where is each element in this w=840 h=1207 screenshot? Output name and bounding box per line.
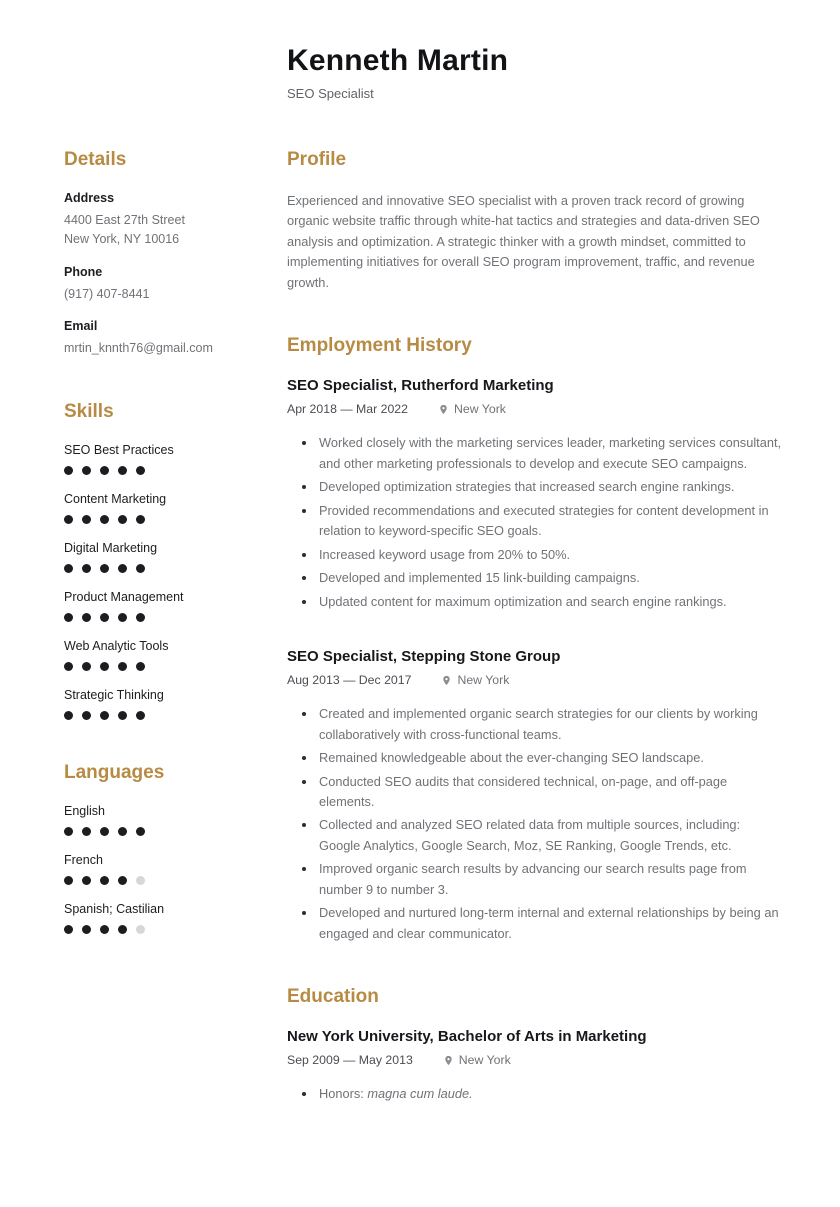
languages-heading: Languages bbox=[64, 761, 165, 783]
education-section bbox=[287, 986, 783, 1104]
level-dot bbox=[136, 613, 145, 622]
level-dot bbox=[64, 515, 73, 524]
level-dot bbox=[118, 466, 127, 475]
job-bullet: • Created and implemented organic search strategies for our clients by working collaboratively with cross-functional teams. bbox=[317, 704, 783, 745]
level-dot bbox=[64, 925, 73, 934]
job-location-label: New York bbox=[454, 402, 506, 417]
job-entry bbox=[287, 377, 783, 612]
job-bullet: • Conducted SEO audits that considered technical, on-page, and off-page elements. bbox=[317, 772, 783, 813]
job-bullet: • Worked closely with the marketing services leader, marketing services consultant, and other marketing professionals to develop and execute SEO campaigns. bbox=[317, 433, 783, 474]
level-dot bbox=[82, 876, 91, 885]
level-dot bbox=[100, 564, 109, 573]
level-dot bbox=[136, 662, 145, 671]
job-bullet: • Remained knowledgeable about the ever-changing SEO landscape. bbox=[317, 748, 783, 768]
level-dot bbox=[82, 613, 91, 622]
skill-item bbox=[64, 443, 251, 475]
job-bullets bbox=[287, 704, 783, 944]
job-bullet: • Collected and analyzed SEO related data from multiple sources, including: Google Analytics, Google Search, Moz, SE Ranking, Google Trends, etc. bbox=[317, 815, 783, 856]
level-dot bbox=[136, 466, 145, 475]
details-heading: Details bbox=[64, 149, 127, 170]
level-dot bbox=[118, 515, 127, 524]
level-dot bbox=[100, 662, 109, 671]
resume-name: Kenneth Martin bbox=[287, 44, 509, 77]
level-dot bbox=[64, 662, 73, 671]
job-location-label: New York bbox=[457, 673, 510, 688]
level-dot bbox=[100, 466, 109, 475]
level-dot bbox=[82, 662, 91, 671]
education-bullets bbox=[287, 1084, 783, 1104]
main-column bbox=[287, 149, 783, 1147]
location-pin-icon bbox=[438, 404, 449, 415]
languages-section bbox=[64, 762, 251, 934]
level-dot bbox=[100, 515, 109, 524]
sidebar bbox=[64, 149, 251, 1147]
profile-heading: Profile bbox=[287, 149, 347, 170]
address-line: New York, NY 10016 bbox=[64, 232, 180, 247]
email-group bbox=[64, 319, 251, 358]
level-dot bbox=[100, 613, 109, 622]
phone-group bbox=[64, 265, 251, 304]
level-dot bbox=[82, 827, 91, 836]
education-location-label: New York bbox=[458, 1053, 511, 1068]
language-level-dots bbox=[64, 876, 251, 885]
resume-header bbox=[287, 44, 783, 101]
language-item bbox=[64, 804, 251, 836]
level-dot bbox=[100, 711, 109, 720]
education-meta bbox=[287, 1053, 783, 1067]
skill-label: Product Management bbox=[64, 589, 184, 604]
level-dot bbox=[118, 827, 127, 836]
phone-label: Phone bbox=[64, 264, 103, 279]
skills-section bbox=[64, 401, 251, 720]
level-dot bbox=[136, 515, 145, 524]
jobs-list bbox=[287, 377, 783, 944]
job-dates: Apr 2018 — Mar 2022 bbox=[287, 402, 408, 417]
address-group bbox=[64, 191, 251, 250]
job-bullet: • Developed and implemented 15 link-building campaigns. bbox=[317, 568, 783, 588]
job-bullet: • Developed optimization strategies that increased search engine rankings. bbox=[317, 477, 783, 497]
job-bullet: • Increased keyword usage from 20% to 50%. bbox=[317, 545, 783, 565]
location-pin-icon bbox=[443, 1055, 454, 1066]
level-dot bbox=[118, 876, 127, 885]
level-dot bbox=[118, 662, 127, 671]
languages-list bbox=[64, 804, 251, 934]
language-item bbox=[64, 853, 251, 885]
employment-heading: Employment History bbox=[287, 335, 472, 357]
level-dot bbox=[64, 876, 73, 885]
skill-label: Strategic Thinking bbox=[64, 687, 164, 702]
skill-level-dots bbox=[64, 466, 251, 475]
skill-level-dots bbox=[64, 515, 251, 524]
level-dot bbox=[136, 711, 145, 720]
skill-item bbox=[64, 590, 251, 622]
education-heading: Education bbox=[287, 986, 379, 1008]
skill-label: Digital Marketing bbox=[64, 540, 158, 555]
skill-level-dots bbox=[64, 662, 251, 671]
level-dot bbox=[100, 925, 109, 934]
skill-label: Web Analytic Tools bbox=[64, 638, 169, 653]
level-dot bbox=[100, 876, 109, 885]
level-dot bbox=[136, 925, 145, 934]
profile-text: Experienced and innovative SEO specialist with a proven track record of growing organic website traffic through white-hat tactics and strategies and data-driven SEO analysis and optimization. A strategic thinker with a growth mindset, committed to implementing initiatives for overall SEO program improvement, traffic, and revenue growth. bbox=[287, 193, 760, 290]
level-dot bbox=[82, 466, 91, 475]
language-label: Spanish; Castilian bbox=[64, 901, 165, 916]
education-bullet-text: Honors: bbox=[319, 1086, 368, 1102]
education-bullet-italic: magna cum laude. bbox=[367, 1086, 473, 1102]
level-dot bbox=[118, 564, 127, 573]
education-entry bbox=[287, 1028, 783, 1104]
skill-item bbox=[64, 688, 251, 720]
language-label: English bbox=[64, 803, 105, 818]
phone-value: (917) 407-8441 bbox=[64, 286, 150, 301]
email-label: Email bbox=[64, 319, 98, 334]
skills-heading: Skills bbox=[64, 400, 114, 422]
skill-level-dots bbox=[64, 711, 251, 720]
education-location bbox=[443, 1053, 511, 1067]
address-line: 4400 East 27th Street bbox=[64, 213, 185, 227]
level-dot bbox=[118, 711, 127, 720]
profile-section bbox=[287, 149, 783, 293]
level-dot bbox=[136, 827, 145, 836]
job-bullet: • Updated content for maximum optimization and search engine rankings. bbox=[317, 592, 783, 612]
skill-item bbox=[64, 541, 251, 573]
education-list bbox=[287, 1028, 783, 1104]
job-bullets bbox=[287, 433, 783, 612]
job-entry bbox=[287, 648, 783, 944]
resume-job-title: SEO Specialist bbox=[287, 86, 374, 101]
level-dot bbox=[64, 564, 73, 573]
job-bullet: • Developed and nurtured long-term internal and external relationships by being an engaged and clear communicator. bbox=[317, 903, 783, 944]
skill-level-dots bbox=[64, 613, 251, 622]
level-dot bbox=[64, 466, 73, 475]
job-location bbox=[441, 673, 509, 687]
details-section bbox=[64, 149, 251, 359]
skill-label: Content Marketing bbox=[64, 491, 167, 506]
language-level-dots bbox=[64, 827, 251, 836]
language-item bbox=[64, 902, 251, 934]
level-dot bbox=[136, 876, 145, 885]
employment-section bbox=[287, 335, 783, 944]
location-pin-icon bbox=[441, 675, 452, 686]
address-label: Address bbox=[64, 191, 115, 205]
level-dot bbox=[64, 711, 73, 720]
job-bullet: • Provided recommendations and executed strategies for content development in relation to keyword-specific SEO goals. bbox=[317, 501, 783, 542]
job-location bbox=[438, 402, 506, 416]
skill-item bbox=[64, 639, 251, 671]
email-value: mrtin_knnth76@gmail.com bbox=[64, 341, 213, 356]
education-bullet bbox=[317, 1084, 783, 1104]
level-dot bbox=[100, 827, 109, 836]
level-dot bbox=[118, 925, 127, 934]
skills-list bbox=[64, 443, 251, 720]
level-dot bbox=[64, 827, 73, 836]
level-dot bbox=[82, 564, 91, 573]
job-bullet: • Improved organic search results by advancing our search results page from number 9 to number 3. bbox=[317, 859, 783, 900]
level-dot bbox=[118, 613, 127, 622]
job-title: SEO Specialist, Stepping Stone Group bbox=[287, 648, 561, 666]
language-label: French bbox=[64, 852, 103, 867]
resume-columns bbox=[64, 149, 783, 1147]
job-meta bbox=[287, 673, 783, 687]
job-dates: Aug 2013 — Dec 2017 bbox=[287, 673, 412, 688]
level-dot bbox=[82, 711, 91, 720]
skill-label: SEO Best Practices bbox=[64, 442, 174, 457]
level-dot bbox=[136, 564, 145, 573]
education-title: New York University, Bachelor of Arts in Marketing bbox=[287, 1028, 647, 1046]
skill-item bbox=[64, 492, 251, 524]
skill-level-dots bbox=[64, 564, 251, 573]
level-dot bbox=[64, 613, 73, 622]
level-dot bbox=[82, 925, 91, 934]
job-meta bbox=[287, 402, 783, 416]
level-dot bbox=[82, 515, 91, 524]
job-title: SEO Specialist, Rutherford Marketing bbox=[287, 377, 554, 395]
education-dates: Sep 2009 — May 2013 bbox=[287, 1053, 413, 1068]
language-level-dots bbox=[64, 925, 251, 934]
